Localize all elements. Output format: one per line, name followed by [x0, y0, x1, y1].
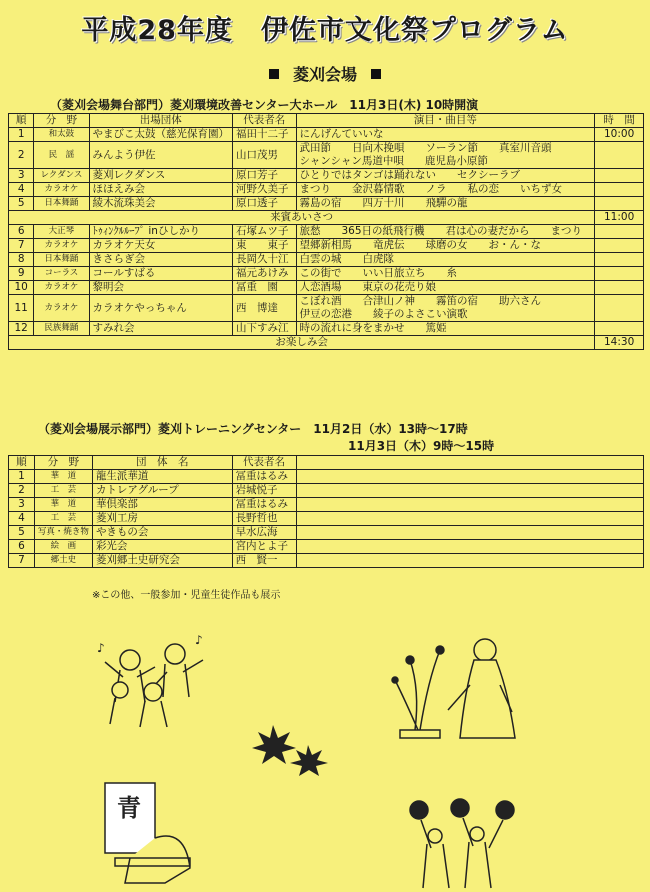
- calligraphy-illustration: [95, 778, 205, 888]
- group-cell: 菱刈郷土史研究会: [92, 554, 232, 568]
- column-header: 代表者名: [233, 114, 296, 128]
- program-interlude: 来賓あいさつ: [9, 211, 595, 225]
- field-cell: 工 芸: [34, 512, 92, 526]
- group-cell: 菱刈工房: [92, 512, 232, 526]
- group-cell: 菱刈レクダンス: [89, 169, 233, 183]
- field-cell: 工 芸: [34, 484, 92, 498]
- order-cell: 11: [9, 295, 34, 322]
- maple-leaves-illustration: [248, 720, 338, 790]
- table-header-row: [9, 114, 644, 128]
- column-header: 順: [9, 114, 34, 128]
- table-row: [9, 540, 644, 554]
- field-cell: 華 道: [34, 470, 92, 484]
- field-cell: 民族舞踊: [34, 322, 89, 336]
- table-row: [9, 267, 644, 281]
- representative-cell: 冨重はるみ: [232, 470, 296, 484]
- order-cell: 5: [9, 197, 34, 211]
- table-row: [9, 169, 644, 183]
- time-cell: [595, 253, 644, 267]
- program-cell: 人恋酒場 東京の花売り娘: [296, 281, 595, 295]
- empty-cell: [296, 470, 643, 484]
- empty-cell: [296, 498, 643, 512]
- program-cell: ひとりではタンゴは踊れない セクシーラブ: [296, 169, 595, 183]
- program-cell: 望郷新相馬 竜虎伝 球磨の女 お・ん・な: [296, 239, 595, 253]
- stage-program-table: [8, 113, 644, 350]
- representative-cell: 西 賢一: [232, 554, 296, 568]
- table-row: [9, 470, 644, 484]
- time-cell: [595, 322, 644, 336]
- field-cell: カラオケ: [34, 183, 89, 197]
- table-row: [9, 281, 644, 295]
- program-cell: [296, 295, 595, 322]
- representative-cell: 西 博達: [233, 295, 296, 322]
- order-cell: 3: [9, 498, 35, 512]
- field-cell: 大正琴: [34, 225, 89, 239]
- representative-cell: 山口茂男: [233, 142, 296, 169]
- program-cell: 霧島の宿 四万十川 飛驒の龍: [296, 197, 595, 211]
- representative-cell: 早水広海: [232, 526, 296, 540]
- time-cell: [595, 183, 644, 197]
- group-cell: ほほえみ会: [89, 183, 233, 197]
- table-row: [9, 239, 644, 253]
- field-cell: 日本舞踊: [34, 253, 89, 267]
- group-cell: 華倶楽部: [92, 498, 232, 512]
- program-line: 武田節 日向木挽唄 ソーラン節 真室川音頭: [299, 142, 552, 154]
- time-cell: [595, 225, 644, 239]
- table-row: [9, 197, 644, 211]
- field-cell: カラオケ: [34, 239, 89, 253]
- field-cell: カラオケ: [34, 281, 89, 295]
- representative-cell: 冨重はるみ: [232, 498, 296, 512]
- order-cell: 6: [9, 225, 34, 239]
- fan-dancers-illustration: [405, 798, 525, 890]
- order-cell: 12: [9, 322, 34, 336]
- column-header: 演目・曲目等: [296, 114, 595, 128]
- table-row: [9, 484, 644, 498]
- order-cell: 2: [9, 142, 34, 169]
- calligraphy-character: 青: [117, 794, 141, 822]
- column-header: 代表者名: [232, 456, 296, 470]
- square-bullet-icon: [371, 69, 381, 79]
- order-cell: 4: [9, 183, 34, 197]
- representative-cell: 長岡久十江: [233, 253, 296, 267]
- representative-cell: 岩城悦子: [232, 484, 296, 498]
- time-cell: [595, 267, 644, 281]
- representative-cell: 福田十二子: [233, 128, 296, 142]
- representative-cell: 冨重 園: [233, 281, 296, 295]
- empty-cell: [296, 484, 643, 498]
- order-cell: 8: [9, 253, 34, 267]
- dancing-children-illustration: [95, 632, 215, 732]
- time-cell: [595, 169, 644, 183]
- empty-cell: [296, 526, 643, 540]
- table-row: [9, 336, 644, 350]
- table-row: [9, 512, 644, 526]
- program-cell: にんげんていいな: [296, 128, 595, 142]
- group-cell: 彩光会: [92, 540, 232, 554]
- group-cell: みんよう伊佐: [89, 142, 233, 169]
- table-row: [9, 526, 644, 540]
- table-row: [9, 295, 644, 322]
- order-cell: 7: [9, 239, 34, 253]
- program-cell: この街で いい日旅立ち 糸: [296, 267, 595, 281]
- program-cell: 旅愁 365日の紙飛行機 君は心の妻だから まつり: [296, 225, 595, 239]
- group-cell: やまびこ太鼓（慈光保育園）: [89, 128, 233, 142]
- time-cell: [595, 142, 644, 169]
- representative-cell: 長野哲也: [232, 512, 296, 526]
- representative-cell: 山下すみ江: [233, 322, 296, 336]
- order-cell: 10: [9, 281, 34, 295]
- field-cell: 民 謡: [34, 142, 89, 169]
- representative-cell: 福元あけみ: [233, 267, 296, 281]
- representative-cell: 原口芳子: [233, 169, 296, 183]
- column-header: 時 間: [595, 114, 644, 128]
- group-cell: きさらぎ会: [89, 253, 233, 267]
- group-cell: 黎明会: [89, 281, 233, 295]
- exhibit-heading-second: 11月3日（木）9時～15時: [348, 439, 495, 453]
- table-row: [9, 498, 644, 512]
- time-cell: 10:00: [595, 128, 644, 142]
- representative-cell: 石塚ムツ子: [233, 225, 296, 239]
- program-interlude: お楽しみ会: [9, 336, 595, 350]
- field-cell: コーラス: [34, 267, 89, 281]
- order-cell: 1: [9, 470, 35, 484]
- group-cell: コールすばる: [89, 267, 233, 281]
- representative-cell: 原口透子: [233, 197, 296, 211]
- exhibit-note: ※この他、一般参加・児童生徒作品も展示: [92, 590, 281, 601]
- svg-text:♪: ♪: [97, 641, 105, 655]
- representative-cell: 東 東子: [233, 239, 296, 253]
- field-cell: 和太鼓: [34, 128, 89, 142]
- order-cell: 6: [9, 540, 35, 554]
- group-cell: カラオケ天女: [89, 239, 233, 253]
- empty-cell: [296, 554, 643, 568]
- venue-heading: [0, 62, 650, 85]
- table-row: [9, 211, 644, 225]
- table-row: [9, 554, 644, 568]
- field-cell: 日本舞踊: [34, 197, 89, 211]
- stage-heading: （菱刈会場舞台部門）菱刈環境改善センター大ホール 11月3日(木) 10時開演: [50, 98, 479, 112]
- square-bullet-icon: [269, 69, 279, 79]
- field-cell: カラオケ: [34, 295, 89, 322]
- program-line: シャンシャン馬道中唄 鹿児島小原節: [299, 155, 488, 167]
- table-row: [9, 253, 644, 267]
- column-header: 出場団体: [89, 114, 233, 128]
- table-row: [9, 128, 644, 142]
- field-cell: 華 道: [34, 498, 92, 512]
- table-row: [9, 142, 644, 169]
- svg-text:♪: ♪: [195, 633, 203, 647]
- group-cell: カトレアグループ: [92, 484, 232, 498]
- group-cell: 綾木流珠美会: [89, 197, 233, 211]
- program-cell: 白雲の城 白虎隊: [296, 253, 595, 267]
- group-cell: 龍生派華道: [92, 470, 232, 484]
- representative-cell: 河野久美子: [233, 183, 296, 197]
- program-cell: まつり 金沢暮情歌 ノラ 私の恋 いちず女: [296, 183, 595, 197]
- group-cell: ﾄｩｨﾝｸﾙﾙｰﾌﾟ inひしかり: [89, 225, 233, 239]
- representative-cell: 宮内とよ子: [232, 540, 296, 554]
- page-title: 平成28年度 伊佐市文化祭プログラム: [81, 15, 569, 46]
- venue-name: 菱刈会場: [292, 65, 357, 84]
- group-cell: カラオケやっちゃん: [89, 295, 233, 322]
- program-cell: 時の流れに身をまかせ 篤姫: [296, 322, 595, 336]
- program-line: 伊豆の恋港 綾子のよさこい演歌: [299, 308, 468, 320]
- group-cell: すみれ会: [89, 322, 233, 336]
- column-header: 分 野: [34, 114, 89, 128]
- order-cell: 5: [9, 526, 35, 540]
- time-cell: 14:30: [595, 336, 644, 350]
- group-cell: やきもの会: [92, 526, 232, 540]
- order-cell: 2: [9, 484, 35, 498]
- order-cell: 3: [9, 169, 34, 183]
- time-cell: [595, 197, 644, 211]
- time-cell: [595, 239, 644, 253]
- time-cell: [595, 295, 644, 322]
- time-cell: [595, 281, 644, 295]
- order-cell: 4: [9, 512, 35, 526]
- empty-cell: [296, 512, 643, 526]
- time-cell: 11:00: [595, 211, 644, 225]
- column-header: 団 体 名: [92, 456, 232, 470]
- empty-cell: [296, 456, 643, 470]
- exhibit-table: [8, 455, 644, 568]
- column-header: 分 野: [34, 456, 92, 470]
- order-cell: 9: [9, 267, 34, 281]
- field-cell: 郷土史: [34, 554, 92, 568]
- table-row: [9, 225, 644, 239]
- program-line: こぼれ酒 合津山ノ神 霧笛の宿 助六さん: [299, 295, 541, 307]
- field-cell: 絵 画: [34, 540, 92, 554]
- order-cell: 7: [9, 554, 35, 568]
- table-row: [9, 183, 644, 197]
- table-header-row: [9, 456, 644, 470]
- field-cell: レクダンス: [34, 169, 89, 183]
- program-cell: [296, 142, 595, 169]
- table-row: [9, 322, 644, 336]
- column-header: 順: [9, 456, 35, 470]
- exhibit-heading: （菱刈会場展示部門）菱刈トレーニングセンター 11月2日（水）13時～17時: [38, 422, 468, 436]
- ikebana-woman-illustration: [390, 620, 520, 750]
- field-cell: 写真・焼き物: [34, 526, 92, 540]
- empty-cell: [296, 540, 643, 554]
- order-cell: 1: [9, 128, 34, 142]
